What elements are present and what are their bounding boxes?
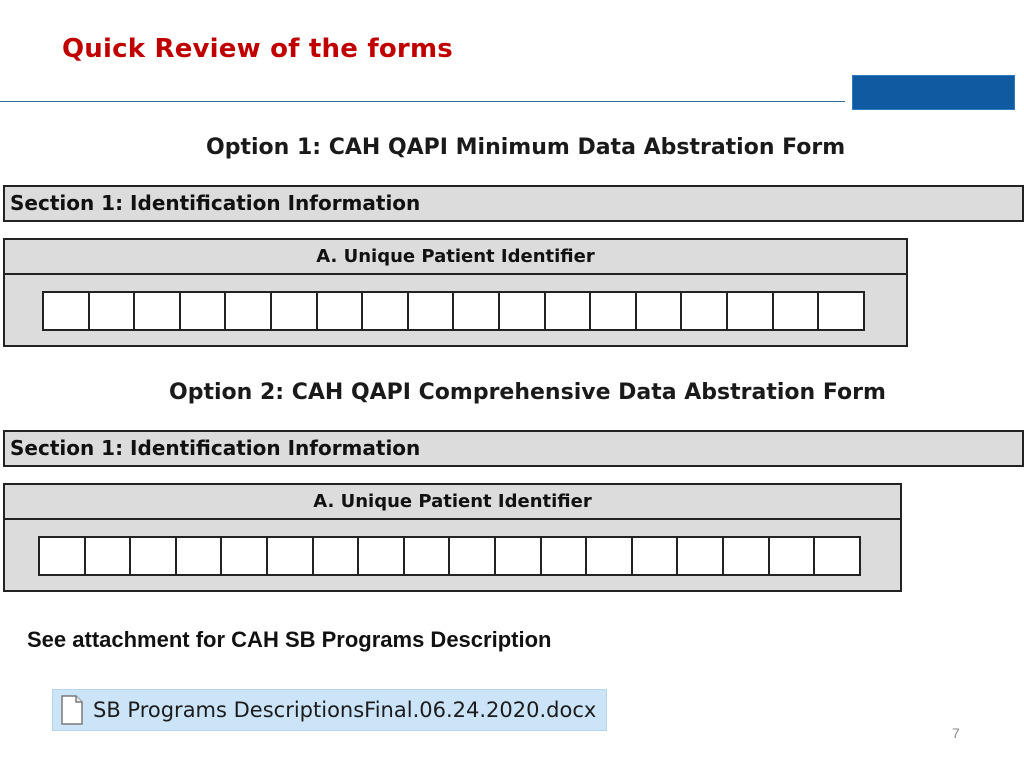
option1-identifier-cell: [90, 291, 136, 331]
page-number: 7: [952, 725, 960, 741]
option1-identifier-cell: [272, 291, 318, 331]
attachment-note: See attachment for CAH SB Programs Description: [27, 627, 552, 652]
option2-identifier-cell: [405, 536, 451, 576]
option1-identifier-cell: [728, 291, 774, 331]
option1-identifier-cell: [318, 291, 364, 331]
option1-identifier-box: [3, 238, 908, 347]
option1-identifier-cell: [500, 291, 546, 331]
option1-identifier-cell: [44, 291, 90, 331]
option2-identifier-cell: [40, 536, 86, 576]
option1-identifier-cell: [637, 291, 683, 331]
title-divider: [0, 101, 845, 102]
option1-identifier-label: A. Unique Patient Identifier: [5, 240, 906, 275]
option2-identifier-cell: [633, 536, 679, 576]
option2-section-bar: Section 1: Identification Information: [3, 430, 1024, 467]
option2-identifier-cell: [86, 536, 132, 576]
option2-identifier-cell: [131, 536, 177, 576]
option1-section-bar: Section 1: Identification Information: [3, 185, 1024, 222]
option1-identifier-cells: [42, 291, 865, 331]
option2-identifier-cells: [38, 536, 861, 576]
attachment-file-name: SB Programs DescriptionsFinal.06.24.2020.docx: [93, 698, 597, 722]
option1-identifier-cell: [363, 291, 409, 331]
slide-title: Quick Review of the forms: [62, 34, 453, 64]
option2-identifier-cell: [359, 536, 405, 576]
option1-identifier-cell: [226, 291, 272, 331]
option2-identifier-cell: [450, 536, 496, 576]
option1-identifier-cell: [135, 291, 181, 331]
option2-heading: Option 2: CAH QAPI Comprehensive Data Abstration Form: [169, 380, 886, 405]
attachment-file-link[interactable]: [52, 689, 607, 731]
option2-identifier-cell: [724, 536, 770, 576]
option1-identifier-cell: [819, 291, 865, 331]
option1-identifier-cell: [591, 291, 637, 331]
document-icon: [61, 695, 83, 725]
option2-identifier-cell: [587, 536, 633, 576]
option2-identifier-cell: [770, 536, 816, 576]
header-accent-block: [852, 75, 1015, 110]
option2-identifier-cell: [678, 536, 724, 576]
option2-identifier-cell: [314, 536, 360, 576]
option1-heading: Option 1: CAH QAPI Minimum Data Abstration Form: [206, 135, 846, 160]
option2-identifier-cell: [222, 536, 268, 576]
option2-identifier-cell: [496, 536, 542, 576]
option2-identifier-cell: [268, 536, 314, 576]
option1-identifier-cell: [546, 291, 592, 331]
option2-identifier-cell: [542, 536, 588, 576]
option1-identifier-cell: [682, 291, 728, 331]
option2-identifier-box: [3, 483, 902, 592]
option1-identifier-cell: [181, 291, 227, 331]
option1-identifier-cell: [774, 291, 820, 331]
option1-identifier-cell: [454, 291, 500, 331]
option1-identifier-cell: [409, 291, 455, 331]
option2-identifier-cell: [177, 536, 223, 576]
option2-identifier-label: A. Unique Patient Identifier: [5, 485, 900, 520]
option2-identifier-cell: [815, 536, 861, 576]
